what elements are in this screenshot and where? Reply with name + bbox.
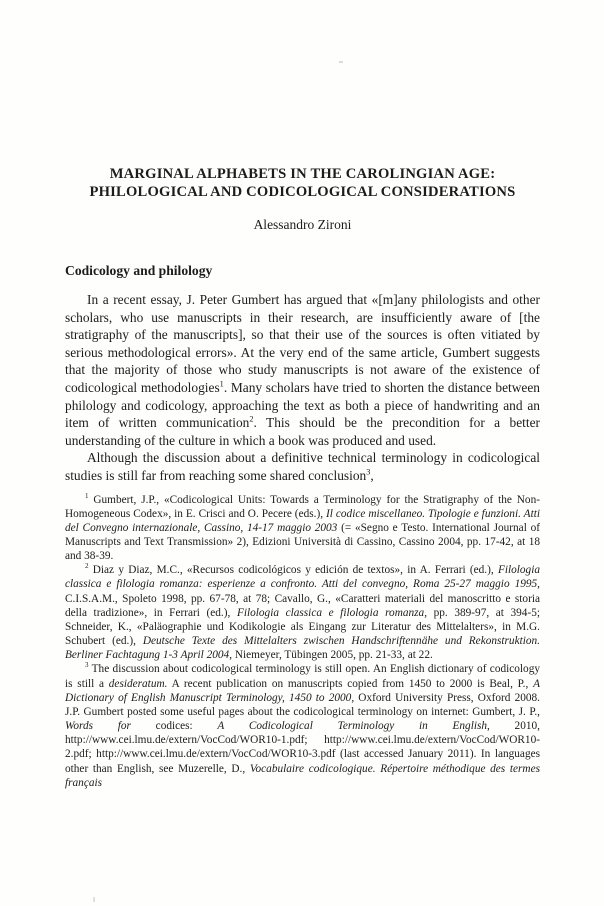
author-name: Alessandro Zironi bbox=[253, 217, 352, 232]
footnote-3: $^3$ The discussion about codicological terminology is still open. An English dictionary of codicology is still a desideratum. A recent publication on manuscripts copied from 1450 to 2000 is Beal, P., A Dictionary of English Manuscript Terminology, 1450 to 2000, Oxford University Press, Oxford 2008. J.P. Gumbert posted some useful pages about the codicological terminology on internet: Gumbert, J. P., Words for codices: A Codicological Terminology in English, 2010, http://www.cei.lmu.de/extern/VocCod/WOR10-1.pdf; http://www.cei.lmu.de/extern/VocCod/WOR10-2.pdf; http://www.cei.lmu.de/extern/VocCod/WOR10-3.pdf (last accessed January 2011). In languages other than English, see Muzerelle, D., Vocabulaire codicologique. Répertoire méthodique des termes français bbox=[65, 661, 540, 789]
scan-speck-top bbox=[339, 61, 343, 63]
body-paragraph-1: In a recent essay, J. Peter Gumbert has argued that «[m]any philologists and other scholars, who use manuscripts in their research, are insufficiently aware of [the stratigraphy of the manuscripts], so that their use of the sources is often vitiated by serious methodological errors». At the very end of the same article, Gumbert suggests that the majority of those who study manuscripts is not aware of the existence of codicological methodologies$^1$. Many scholars have tried to shorten the distance between philology and codicology, approaching the text as both a piece of handwriting and an item of written communication$^2$. This should be the precondition for a better understanding of the culture in which a book was produced and used. bbox=[65, 292, 540, 448]
scan-speck-bottom bbox=[93, 897, 95, 902]
text-block bbox=[65, 165, 540, 790]
paper-title bbox=[65, 165, 540, 201]
footnote-1: $^1$ Gumbert, J.P., «Codicological Units: Towards a Terminology for the Stratigraphy of the Non-Homogeneous Codex», in E. Crisci and O. Pecere (eds.), Il codice miscellaneo. Tipologie e funzioni. Atti del Convegno internazionale, Cassino, 14-17 maggio 2003 (= «Segno e Testo. International Journal of Manuscripts and Text Transmission» 2), Edizioni Università di Cassino, Cassino 2004, pp. 17-42, at 18 and 38-39. bbox=[65, 491, 541, 563]
footnote-2: $^2$ Diaz y Diaz, M.C., «Recursos codicológicos y edición de textos», in A. Ferrari (ed.), Filologia classica e filologia romanza: esperienze a confronto. Atti del convegno, Roma 25-27 maggio 1995, C.I.S.A.M., Spoleto 1998, pp. 67-78, at 78; Cavallo, G., «Caratteri materiali del manoscritto e storia della tradizione», in Ferrari (ed.), Filologia classica e filologia romanza, pp. 389-97, at 394-5; Schneider, K., «Paläographie und Kodikologie als Eingang zur Literatur des Mittelalters», in M.G. Schubert (ed.), Deutsche Texte des Mittelalters zwischen Handschriftennähe und Rekonstruktion. Berliner Fachtagung 1-3 April 2004, Niemeyer, Tübingen 2005, pp. 21-33, at 22. bbox=[65, 562, 541, 662]
paper-title-line2: PHILOLOGICAL AND CODICOLOGICAL CONSIDERATIONS bbox=[89, 184, 516, 200]
footnotes-block bbox=[65, 493, 540, 790]
body-text bbox=[65, 291, 540, 485]
body-paragraph-2: Although the discussion about a definitive technical terminology in codicological studies is still far from reaching some shared conclusion$^3$, bbox=[65, 450, 540, 483]
section-heading: Codicology and philology bbox=[65, 263, 213, 278]
paper-title-line1: MARGINAL ALPHABETS IN THE CAROLINGIAN AGE: bbox=[109, 166, 496, 182]
